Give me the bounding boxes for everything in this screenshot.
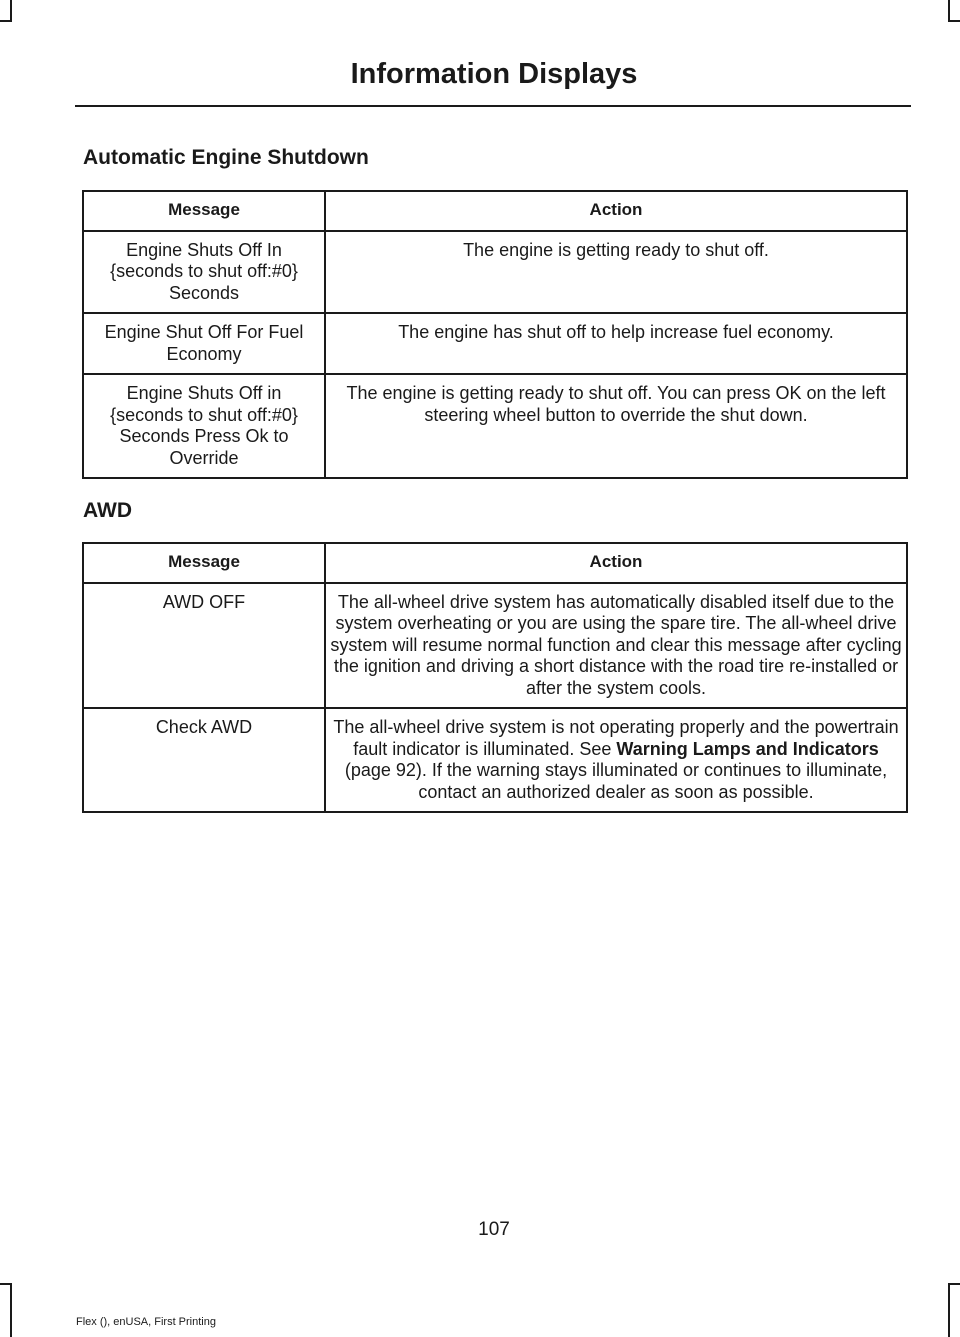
- header-rule: [75, 105, 911, 107]
- crop-mark: [948, 1283, 960, 1285]
- table-automatic-engine-shutdown: [82, 190, 908, 479]
- message-cell: Engine Shut Off For Fuel Economy: [83, 313, 325, 374]
- column-header-action: Action: [325, 543, 907, 583]
- column-header-message: Message: [83, 191, 325, 231]
- crop-mark: [948, 20, 960, 22]
- message-cell: Engine Shuts Off In {seconds to shut off:#0} Seconds: [83, 231, 325, 314]
- table-row: [83, 313, 907, 374]
- crop-mark: [0, 20, 12, 22]
- message-cell: Engine Shuts Off in {seconds to shut off:#0} Seconds Press Ok to Override: [83, 374, 325, 478]
- crop-mark: [948, 1283, 950, 1337]
- table-header-row: [83, 543, 907, 583]
- column-header-message: Message: [83, 543, 325, 583]
- action-cell: [325, 708, 907, 812]
- cross-reference-warning-lamps[interactable]: Warning Lamps and Indicators: [616, 738, 879, 759]
- column-header-action: Action: [325, 191, 907, 231]
- action-cell: The engine is getting ready to shut off. You can press OK on the left steering wheel button to override the shut down.: [325, 374, 907, 478]
- action-text: The all-wheel drive system is not operating properly and the powertrain fault indicator is illuminated. See: [333, 717, 899, 759]
- table-row: [83, 231, 907, 314]
- crop-mark: [10, 0, 12, 22]
- page-title: Information Displays: [350, 58, 638, 90]
- crop-mark: [948, 0, 950, 22]
- action-text: (page 92). If the warning stays illuminated or continues to illuminate, contact an authorized dealer as soon as possible.: [344, 760, 888, 802]
- table-row: [83, 583, 907, 709]
- table-awd: [82, 542, 908, 813]
- section-title-automatic-engine-shutdown: Automatic Engine Shutdown: [83, 146, 369, 169]
- message-cell: AWD OFF: [83, 583, 325, 709]
- crop-mark: [0, 1283, 12, 1285]
- edition-footer: Flex (), enUSA, First Printing: [76, 1316, 216, 1328]
- action-cell: The engine is getting ready to shut off.: [325, 231, 907, 314]
- page-number: 107: [478, 1219, 510, 1240]
- table-header-row: [83, 191, 907, 231]
- action-cell: The all-wheel drive system has automatically disabled itself due to the system overheating or you are using the spare tire. The all-wheel drive system will resume normal function and clear this message after cycling the ignition and driving a short distance with the road tire re-installed or after the system cools.: [325, 583, 907, 709]
- section-title-awd: AWD: [83, 499, 132, 522]
- message-cell: Check AWD: [83, 708, 325, 812]
- table-row: [83, 374, 907, 478]
- action-cell: The engine has shut off to help increase fuel economy.: [325, 313, 907, 374]
- table-row: [83, 708, 907, 812]
- crop-mark: [10, 1283, 12, 1337]
